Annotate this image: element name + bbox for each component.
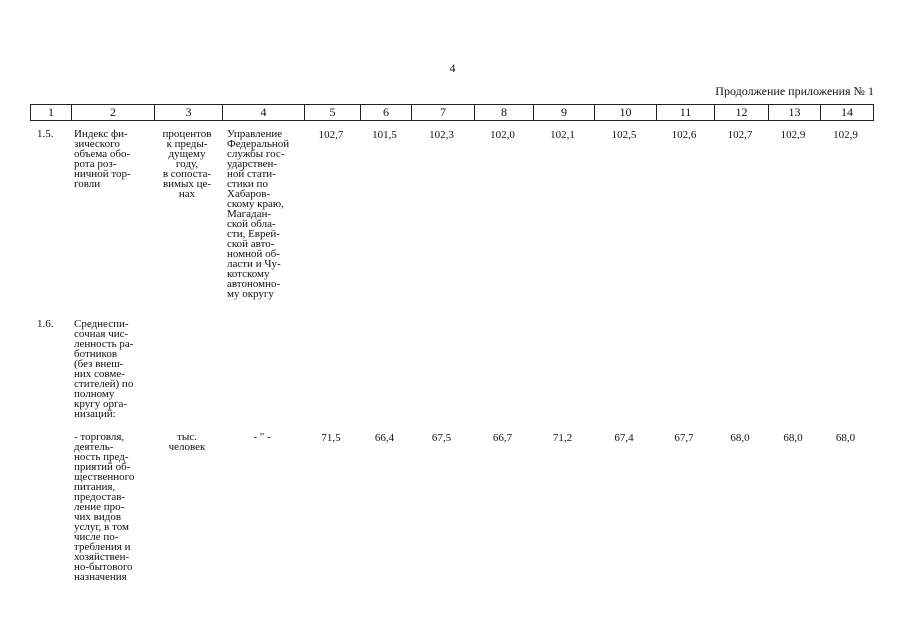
header-col-6: 6	[360, 105, 411, 120]
value-col-11: 102,6	[671, 129, 697, 141]
unit: процентов к преды- дущему году, в сопоста- вимых це- нах	[162, 128, 212, 200]
row-number: 1.6.	[37, 318, 54, 330]
indicator-name: - торговля, деятель- ность пред- приятий об- щественного питания, предостав- ление про- чих видов услуг, в том числе по- требления и хозяйствен- но-бытового назначения	[74, 431, 135, 583]
header-col-2: 2	[71, 105, 154, 120]
header-col-1: 1	[48, 105, 54, 119]
value-col-12: 68,0	[730, 432, 750, 444]
header-col-3: 3	[154, 105, 222, 120]
value-col-14: 68,0	[835, 432, 856, 444]
page-number: 4	[449, 61, 456, 75]
header-col-4: 4	[222, 105, 304, 120]
value-col-10: 67,4	[614, 432, 634, 444]
value-col-6: 101,5	[372, 129, 397, 141]
header-col-14: 14	[820, 105, 873, 120]
header-col-10: 10	[594, 105, 656, 120]
header-col-13: 13	[768, 105, 820, 120]
header-col-7: 7	[411, 105, 474, 120]
indicator-name: Среднеспи- сочная чис- ленность ра- ботников (без внеш- них совме- стителей) по полному кругу орга- низаций:	[74, 318, 134, 420]
value-col-11: 67,7	[674, 432, 694, 444]
header-col-8: 8	[474, 105, 533, 120]
value-col-13: 102,9	[780, 129, 806, 141]
value-col-13: 68,0	[783, 432, 803, 444]
source: - " -	[253, 431, 271, 443]
header-col-9: 9	[533, 105, 594, 120]
value-col-9: 102,1	[550, 129, 575, 141]
value-col-5: 102,7	[318, 129, 344, 141]
header-col-11: 11	[656, 105, 714, 120]
value-col-14: 102,9	[833, 129, 858, 141]
value-col-9: 71,2	[552, 432, 573, 444]
source: Управление Федеральной службы гос- ударствен- ной стати- стики по Хабаров- скому краю, Магадан- ской обла- сти, Еврей- ской авто- номной об- ласти и Чу- котскому автономно- му округу	[227, 128, 290, 300]
value-col-7: 102,3	[429, 129, 454, 141]
value-col-7: 67,5	[431, 432, 452, 444]
row-number: 1.5.	[37, 128, 54, 140]
value-col-12: 102,7	[727, 129, 753, 141]
indicator-name: Индекс фи- зического объема обо- рота роз- ничной тор- говли	[74, 128, 131, 190]
value-col-6: 66,4	[374, 432, 395, 444]
table-header	[30, 104, 874, 121]
continuation-label: Продолжение приложения № 1	[715, 84, 874, 98]
unit: тыс. человек	[168, 431, 206, 453]
value-col-10: 102,5	[611, 129, 637, 141]
value-col-5: 71,5	[321, 432, 341, 444]
header-col-5: 5	[304, 105, 360, 120]
value-col-8: 66,7	[492, 432, 513, 444]
header-col-12: 12	[714, 105, 768, 120]
value-col-8: 102,0	[490, 129, 515, 141]
